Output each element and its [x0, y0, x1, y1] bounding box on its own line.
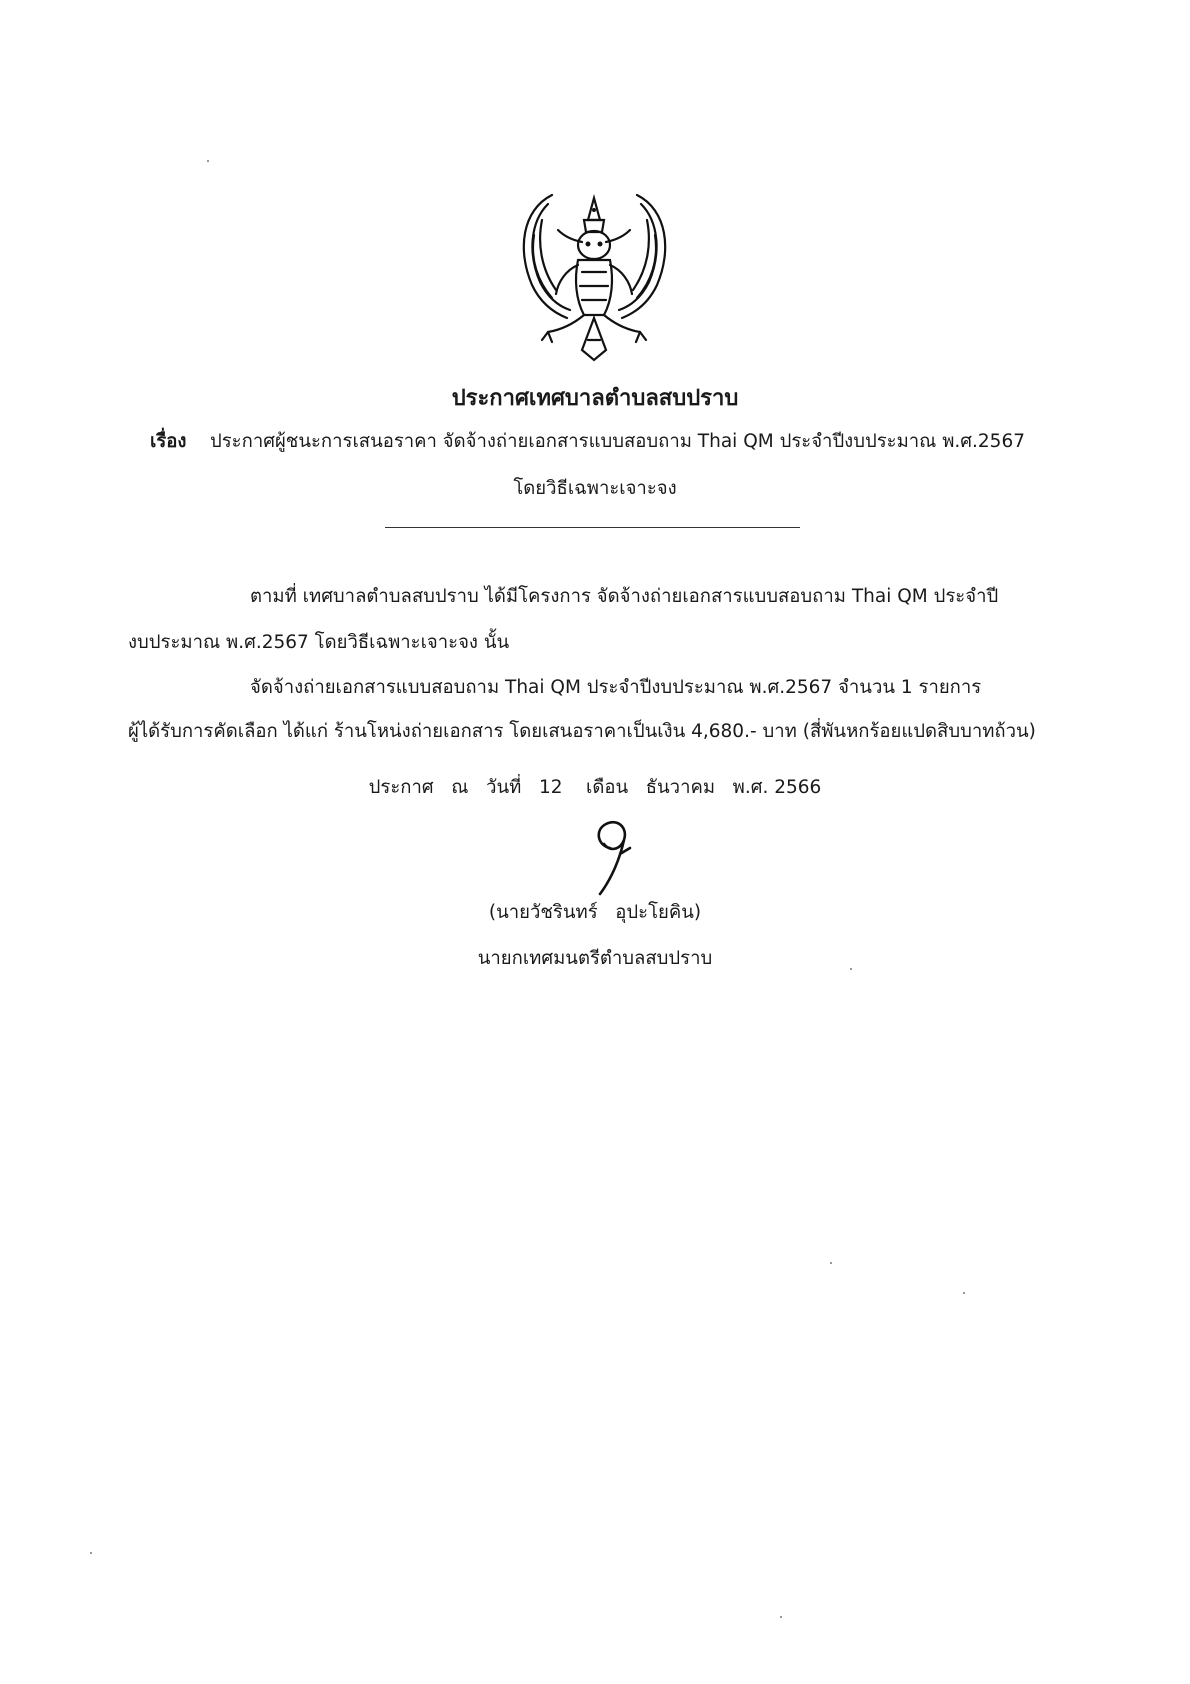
document-title: ประกาศเทศบาลตำบลสบปราบ: [451, 386, 739, 411]
paragraph-2-line-2: ผู้ได้รับการคัดเลือก ได้แก่ ร้านโหน่งถ่ายเอกสาร โดยเสนอราคาเป็นเงิน 4,680.- บาท (สี่พันหกร้อยแปดสิบบาทถ้วน): [128, 721, 1036, 742]
scan-speck: [963, 1292, 965, 1294]
garuda-emblem-icon: [512, 190, 677, 365]
subject-text: ประกาศผู้ชนะการเสนอราคา จัดจ้างถ่ายเอกสารแบบสอบถาม Thai QM ประจำปีงบประมาณ พ.ศ.2567: [210, 431, 1025, 452]
announcement-date: ประกาศ ณ วันที่ 12 เดือน ธันวาคม พ.ศ. 2566: [368, 777, 822, 798]
scan-speck: [850, 968, 852, 970]
scan-speck: [90, 1552, 92, 1554]
handwritten-signature: [580, 818, 640, 898]
paragraph-2-line-1: จัดจ้างถ่ายเอกสารแบบสอบถาม Thai QM ประจำปีงบประมาณ พ.ศ.2567 จำนวน 1 รายการ: [250, 677, 982, 698]
subject-continuation: โดยวิธีเฉพาะเจาะจง: [513, 478, 677, 499]
signer-title: นายกเทศมนตรีตำบลสบปราบ: [477, 948, 713, 969]
paragraph-1-line-1: ตามที่ เทศบาลตำบลสบปราบ ได้มีโครงการ จัดจ้างถ่ายเอกสารแบบสอบถาม Thai QM ประจำปี: [250, 586, 999, 607]
signer-name: (นายวัชรินทร์ อุปะโยคิน): [488, 902, 702, 923]
paragraph-1-line-2: งบประมาณ พ.ศ.2567 โดยวิธีเฉพาะเจาะจง นั้น: [128, 632, 510, 653]
scan-speck: [780, 1616, 782, 1618]
scan-speck: [830, 1262, 832, 1264]
subject-label: เรื่อง: [150, 431, 187, 452]
scan-speck: [207, 160, 209, 162]
divider: [385, 527, 800, 528]
